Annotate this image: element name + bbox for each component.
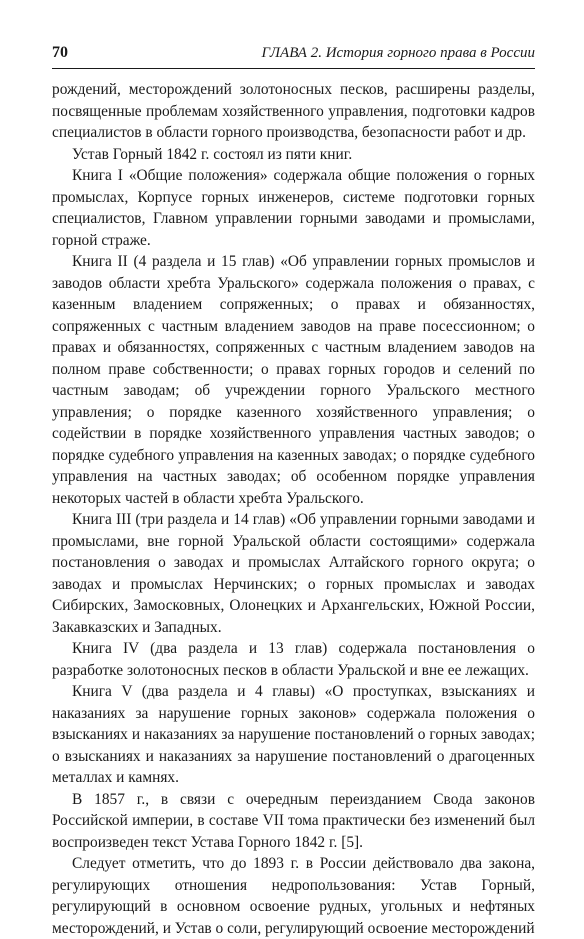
book-page — [52, 44, 535, 939]
chapter-title: ГЛАВА 2. История горного права в России — [261, 45, 535, 61]
paragraph-continuation: рождений, месторождений золотоносных песков, расширены разделы, посвященные проблемам хозяйственного управления, подготовки кадров специалистов в области горного производства, безопасности работ и др. — [52, 81, 535, 141]
paragraph: Следует отметить, что до 1893 г. в России действовало два закона, регулирующих отношения недропользования: Устав Горный, регулирующий в основном освоение рудных, угольных и нефтяных месторождений, и Устав о соли, регулирующий освоение месторождений — [52, 855, 535, 937]
paragraph: Устав Горный 1842 г. состоял из пяти книг. — [72, 145, 353, 163]
paragraph: Книга III (три раздела и 14 глав) «Об управлении горными заводами и промыслами, вне горной Уральской области состоящими» содержала постановления о заводах и промыслах Алтайского горного округа; о заводах и промыслах Нерчинских; о горных промыслах и заводах Сибирских, Замосковных, Олонецких и Архангельских, Южной России, Закавказских и Западных. — [52, 511, 535, 636]
paragraph: Книга II (4 раздела и 15 глав) «Об управлении горных промыслов и заводов области хребта Уральского» содержала положения о правах, с казенным владением сопряженных; о правах и обязанностях, сопряженных с частным владением заводов на праве посессионном; о правах и обязанностях, сопряженных с частным владением заводов на полном праве собственности; о правах горных городов и селений по частным заводам; об учреждении горного Уральского местного управления; о порядке казенного хозяйственного управления; о содействии в порядке хозяйственного управления частных заводов; о порядке судебного управления на казенных заводах; о порядке судебного управления на частных заводах; об особенном порядке управления некоторых частей в области хребта Уральского. — [52, 253, 535, 507]
paragraph: В 1857 г., в связи с очередным переизданием Свода законов Российской империи, в составе VII тома практически без изменений был воспроизведен текст Устава Горного 1842 г. [5]. — [52, 790, 535, 851]
running-header — [52, 44, 535, 69]
page-number: 70 — [52, 44, 68, 61]
paragraph: Книга V (два раздела и 4 главы) «О проступках, взысканиях и наказаниях за нарушение горных законов» содержала положения о взысканиях и наказаниях за нарушение постановлений о горных заводах; о взысканиях и наказаниях за нарушение постановлений о драгоценных металлах и камнях. — [52, 683, 535, 786]
body-text — [52, 79, 535, 939]
paragraph: Книга IV (два раздела и 13 глав) содержала постановления о разработке золотоносных песков в области Уральской и вне ее лежащих. — [52, 640, 535, 679]
paragraph: Книга I «Общие положения» содержала общие положения о горных промыслах, Корпусе горных инженеров, системе подготовки горных специалистов, Главном управлении горными заводами и промыслами, горной страже. — [52, 167, 535, 249]
